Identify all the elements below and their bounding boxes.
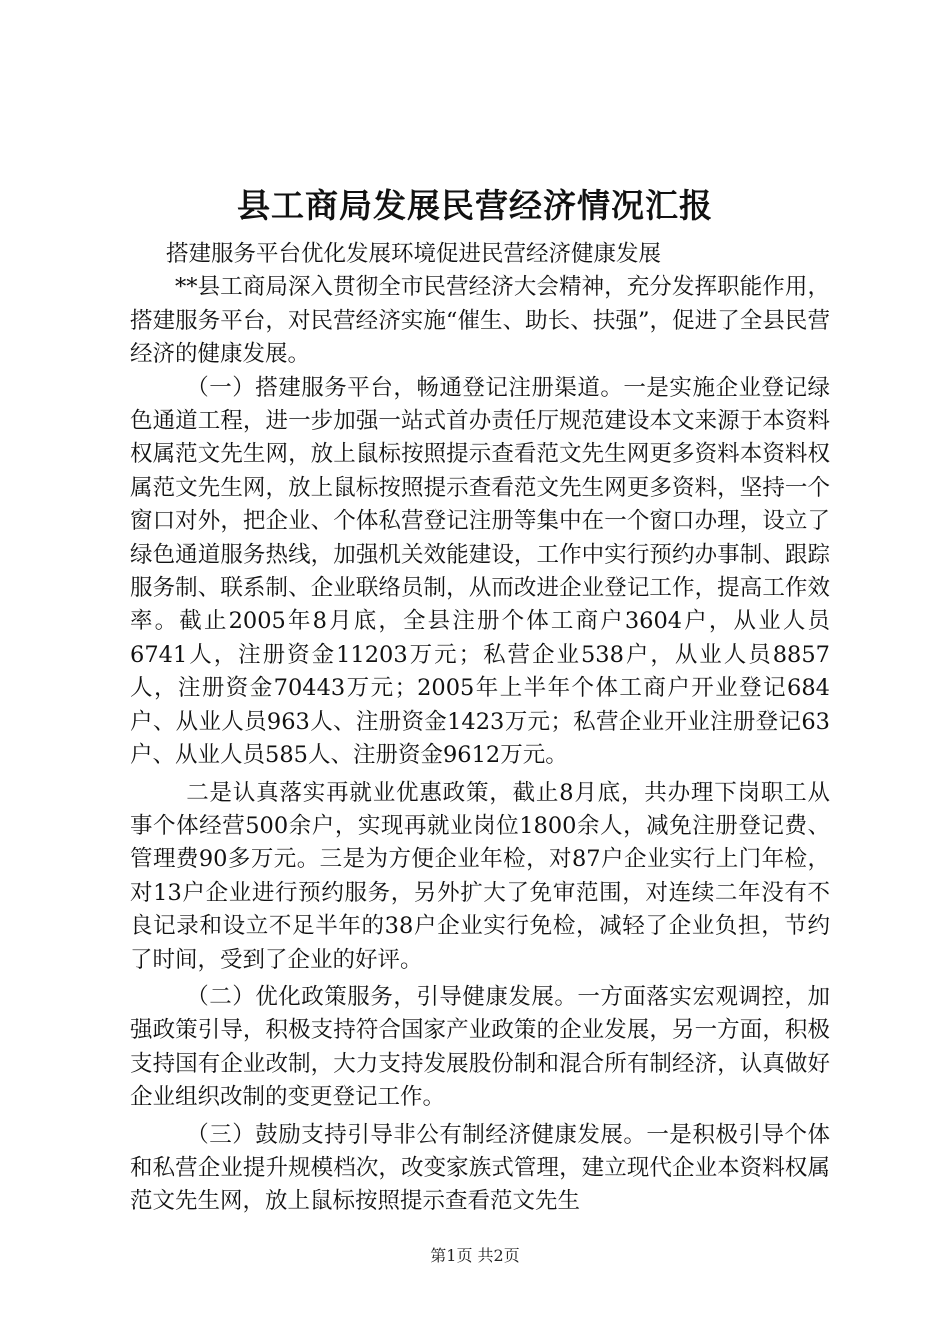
paragraph-section-2: （二）优化政策服务，引导健康发展。一方面落实宏观调控，加强政策引导，积极支持符合国家产业政策的企业发展，另一方面，积极支持国有企业改制，大力支持发展股份制和混合所有制经济，认真做好企业组织改制的变更登记工作。 <box>130 983 830 1111</box>
document-title: 县工商局发展民营经济情况汇报 <box>237 186 713 225</box>
page-footer: 第1页 共2页 <box>430 1246 520 1265</box>
paragraph-section-3: （三）鼓励支持引导非公有制经济健康发展。一是积极引导个体和私营企业提升规模档次，改变家族式管理，建立现代企业本资料权属范文先生网，放上鼠标按照提示查看范文先生 <box>130 1121 830 1215</box>
paragraph-intro: **县工商局深入贯彻全市民营经济大会精神，充分发挥职能作用，搭建服务平台，对民营经济实施“催生、助长、扶强”，促进了全县民营经济的健康发展。 <box>130 274 830 368</box>
paragraph-section-1-continued: 二是认真落实再就业优惠政策，截止8月底，共办理下岗职工从事个体经营500余户，实现再就业岗位1800余人，减免注册登记费、管理费90多万元。三是为方便企业年检，对87户企业实行上门年检，对13户企业进行预约服务，另外扩大了免审范围，对连续二年没有不良记录和设立不足半年的38户企业实行免检，减轻了企业负担，节约了时间，受到了企业的好评。 <box>130 779 830 973</box>
document-subtitle: 搭建服务平台优化发展环境促进民营经济健康发展 <box>166 241 662 267</box>
paragraph-section-1: （一）搭建服务平台，畅通登记注册渠道。一是实施企业登记绿色通道工程，进一步加强一站式首办责任厅规范建设本文来源于本资料权属范文先生网，放上鼠标按照提示查看范文先生网更多资料本资料权属范文先生网，放上鼠标按照提示查看范文先生网更多资料，坚持一个窗口对外，把企业、个体私营登记注册等集中在一个窗口办理，设立了绿色通道服务热线，加强机关效能建设，工作中实行预约办事制、跟踪服务制、联系制、企业联络员制，从而改进企业登记工作，提高工作效率。截止2005年8月底，全县注册个体工商户3604户，从业人员6741人，注册资金11203万元；私营企业538户，从业人员8857人，注册资金70443万元；2005年上半年个体工商户开业登记684户、从业人员963人、注册资金1423万元；私营企业开业注册登记63户、从业人员585人、注册资金9612万元。 <box>130 374 830 769</box>
document-body <box>130 238 830 1219</box>
